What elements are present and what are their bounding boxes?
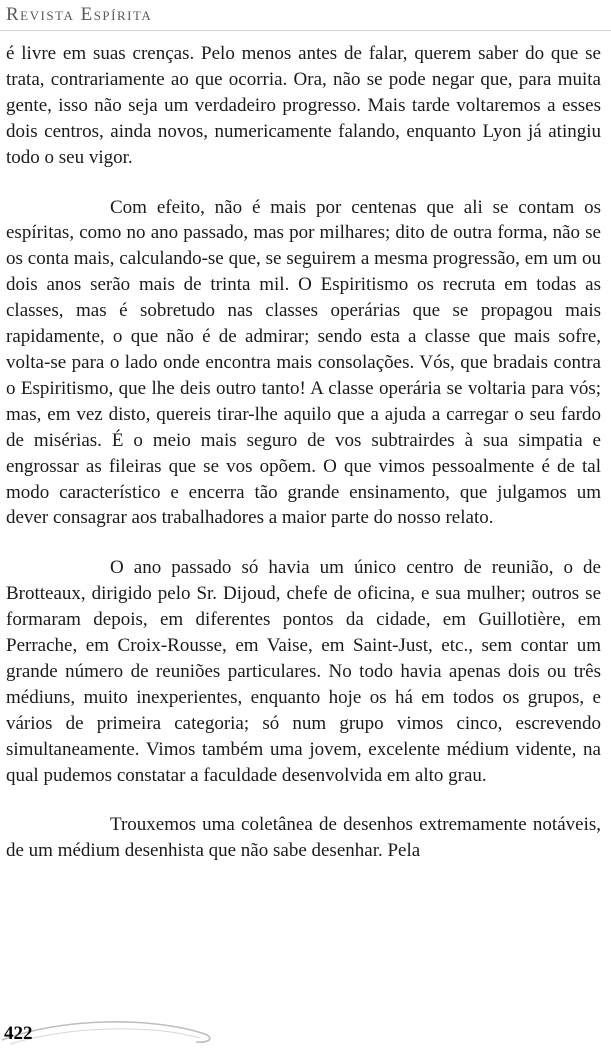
page-number: 422: [4, 1023, 33, 1044]
footer-swoosh-ornament: [0, 1010, 230, 1050]
header-divider: [0, 30, 611, 31]
running-header: Revista Espírita: [6, 4, 153, 25]
page-body: [6, 41, 601, 888]
paragraph-1: é livre em suas crenças. Pelo menos antes de falar, querem saber do que se trata, contrariamente ao que ocorria. Ora, não se pode negar que, para muita gente, isso não seja um verdadeiro progresso. Mais tarde voltaremos a esses dois centros, ainda novos, numericamente falando, enquanto Lyon já atingiu todo o seu vigor.: [6, 43, 601, 168]
paragraph-3: O ano passado só havia um único centro de reunião, o de Brotteaux, dirigido pelo Sr. Dijoud, chefe de oficina, e sua mulher; outros se formaram depois, em diferentes pontos da cidade, em Guillotière, em Perrache, em Croix-Rousse, em Vaise, em Saint-Just, etc., sem contar um grande número de reuniões particulares. No todo havia apenas dois ou três médiuns, muito inexperientes, enquanto hoje os há em todos os grupos, e vários de primeira categoria; só num grupo vimos cinco, escrevendo simultaneamente. Vimos também uma jovem, excelente médium vidente, na qual pudemos constatar a faculdade desenvolvida em alto grau.: [6, 557, 601, 786]
paragraph-4: Trouxemos uma coletânea de desenhos extremamente notáveis, de um médium desenhista que não sabe desenhar. Pela: [6, 814, 601, 862]
paragraph-2: Com efeito, não é mais por centenas que ali se contam os espíritas, como no ano passado, mas por milhares; dito de outra forma, não se os conta mais, calculando-se que, se seguirem a mesma progressão, em um ou dois anos serão mais de trinta mil. O Espiritismo os recruta em todas as classes, mas é sobretudo nas classes operárias que se propagou mais rapidamente, o que não é de admirar; sendo esta a classe que mais sofre, volta-se para o lado onde encontra mais consolações. Vós, que bradais contra o Espiritismo, que lhe deis outro tanto! A classe operária se voltaria para vós; mas, em vez disto, quereis tirar-lhe aquilo que a ajuda a carregar o seu fardo de misérias. É o meio mais seguro de vos subtrairdes à sua simpatia e engrossar as fileiras que se vos opõem. O que vimos pessoalmente é de tal modo característico e encerra tão grande ensinamento, que julgamos um dever consagrar aos trabalhadores a maior parte do nosso relato.: [6, 196, 601, 529]
